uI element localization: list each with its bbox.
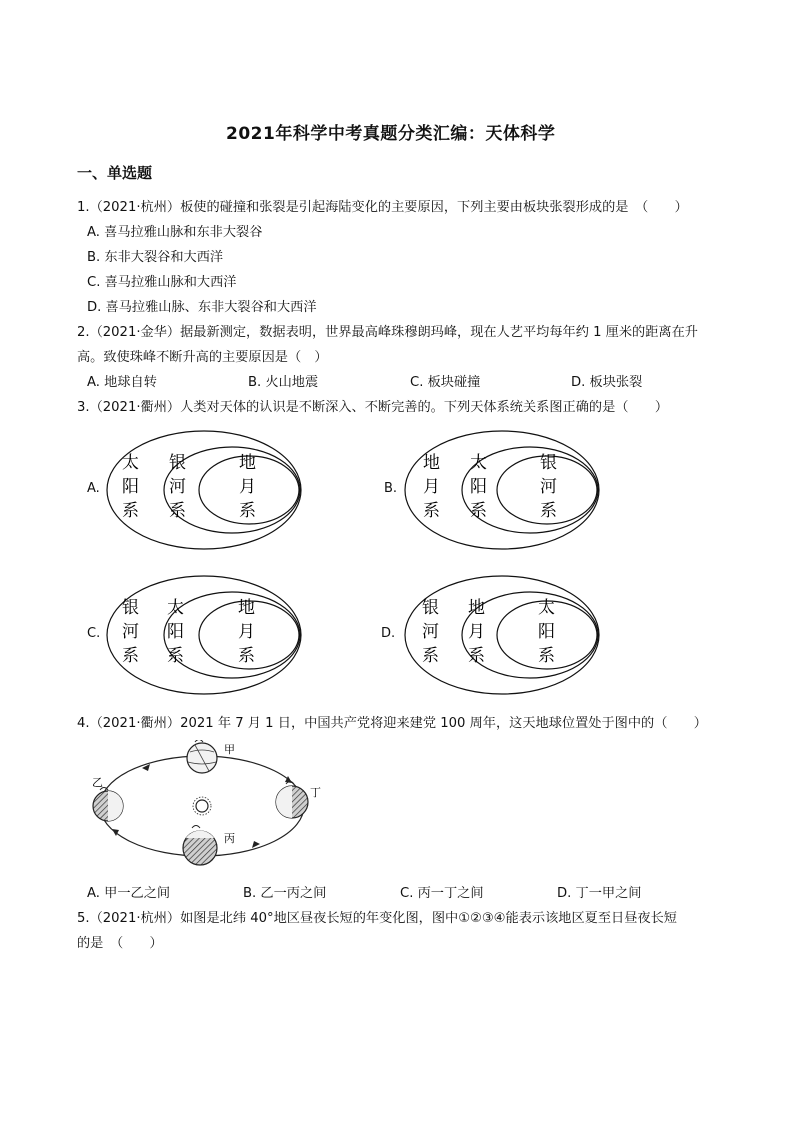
- earth-orbit-diagram: [82, 740, 332, 870]
- diagram-b-outer-char-3: 系: [423, 501, 440, 521]
- earth-right-icon: [276, 782, 308, 819]
- question-2-option-d: D. 板块张裂: [571, 375, 643, 390]
- diagram-d-outer-char-2: 河: [422, 622, 439, 642]
- question-1-option-a: A. 喜马拉雅山脉和东非大裂谷: [87, 225, 263, 240]
- diagram-a-label: A.: [87, 481, 100, 496]
- diagram-b-nested-ellipses: [402, 428, 602, 552]
- diagram-d-nested-ellipses: [402, 573, 602, 697]
- diagram-a-middle-char-3: 系: [169, 501, 186, 521]
- orbit-label-right: 丁: [310, 786, 321, 799]
- earth-bottom-icon: [183, 826, 217, 866]
- question-2-text-line2: 高。致使珠峰不断升高的主要原因是（ ）: [77, 350, 328, 365]
- diagram-c-inner-char-2: 月: [238, 622, 255, 642]
- diagram-a-nested-ellipses: [104, 428, 304, 552]
- question-2-option-a: A. 地球自转: [87, 375, 157, 390]
- question-5-text-line1: 5.（2021·杭州）如图是北纬 40°地区昼夜长短的年变化图，图中①②③④能表示该地区夏至日昼夜长短: [77, 911, 677, 926]
- question-3-text: 3.（2021·衢州）人类对天体的认识是不断深入、不断完善的。下列天体系统关系图正确的是（ ）: [77, 400, 669, 415]
- diagram-d-inner-char-3: 系: [538, 646, 555, 666]
- page-title: 2021年科学中考真题分类汇编：天体科学: [226, 124, 556, 144]
- diagram-b-middle-char-2: 阳: [470, 477, 487, 497]
- diagram-b-middle-char-3: 系: [470, 501, 487, 521]
- diagram-a-outer-char-3: 系: [122, 501, 139, 521]
- diagram-c-nested-ellipses: [104, 573, 304, 697]
- section-heading: 一、单选题: [77, 164, 153, 182]
- diagram-a-middle-char-1: 银: [169, 453, 186, 473]
- diagram-a-inner-char-1: 地: [239, 453, 256, 473]
- diagram-a-inner-char-2: 月: [239, 477, 256, 497]
- diagram-c-middle-char-3: 系: [167, 646, 184, 666]
- diagram-c-inner-char-1: 地: [238, 598, 255, 618]
- diagram-b-inner-char-3: 系: [540, 501, 557, 521]
- question-1-option-d: D. 喜马拉雅山脉、东非大裂谷和大西洋: [87, 300, 317, 315]
- diagram-c-label: C.: [87, 626, 101, 641]
- diagram-a-outer-char-2: 阳: [122, 477, 139, 497]
- diagram-d-middle-char-2: 月: [468, 622, 485, 642]
- question-2-text-line1: 2.（2021·金华）据最新测定，数据表明，世界最高峰珠穆朗玛峰，现在人艺平均每年约 1 厘米的距离在升: [77, 325, 698, 340]
- diagram-d-outer-char-1: 银: [422, 598, 439, 618]
- diagram-b-outer-char-1: 地: [423, 453, 440, 473]
- earth-top-icon: [187, 740, 217, 773]
- diagram-d-middle-char-1: 地: [468, 598, 485, 618]
- diagram-c-middle-char-1: 太: [167, 598, 184, 618]
- orbit-label-top: 甲: [224, 743, 235, 756]
- orbit-label-left: 乙: [92, 776, 103, 789]
- orbit-label-bottom: 丙: [224, 832, 235, 845]
- question-4-option-d: D. 丁一甲之间: [557, 886, 642, 901]
- question-2-option-b: B. 火山地震: [248, 375, 319, 390]
- diagram-a-middle-char-2: 河: [169, 477, 186, 497]
- diagram-c-outer-char-3: 系: [122, 646, 139, 666]
- diagram-b-outer-char-2: 月: [423, 477, 440, 497]
- diagram-c-outer-char-2: 河: [122, 622, 139, 642]
- question-2-option-c: C. 板块碰撞: [410, 375, 481, 390]
- earth-left-icon: [93, 788, 123, 822]
- diagram-c-inner-char-3: 系: [238, 646, 255, 666]
- diagram-b-label: B.: [384, 481, 398, 496]
- diagram-d-inner-char-2: 阳: [538, 622, 555, 642]
- question-5-text-line2: 的是 （ ）: [77, 936, 163, 951]
- diagram-b-middle-char-1: 太: [470, 453, 487, 473]
- question-4-option-a: A. 甲一乙之间: [87, 886, 171, 901]
- question-1-text: 1.（2021·杭州）板使的碰撞和张裂是引起海陆变化的主要原因，下列主要由板块张裂形成的是 （ ）: [77, 200, 688, 215]
- diagram-a-inner-char-3: 系: [239, 501, 256, 521]
- diagram-c-middle-char-2: 阳: [167, 622, 184, 642]
- sun-icon: [193, 797, 211, 815]
- question-1-option-c: C. 喜马拉雅山脉和大西洋: [87, 275, 237, 290]
- diagram-d-inner-char-1: 太: [538, 598, 555, 618]
- diagram-a-outer-char-1: 太: [122, 453, 139, 473]
- question-1-option-b: B. 东非大裂谷和大西洋: [87, 250, 224, 265]
- question-4-option-c: C. 丙一丁之间: [400, 886, 484, 901]
- question-4-option-b: B. 乙一丙之间: [243, 886, 327, 901]
- diagram-b-inner-char-1: 银: [540, 453, 557, 473]
- diagram-d-label: D.: [381, 626, 396, 641]
- diagram-d-middle-char-3: 系: [468, 646, 485, 666]
- question-4-text: 4.（2021·衢州）2021 年 7 月 1 日，中国共产党将迎来建党 100 周年，这天地球位置处于图中的（ ）: [77, 716, 707, 731]
- diagram-d-outer-char-3: 系: [422, 646, 439, 666]
- diagram-b-inner-char-2: 河: [540, 477, 557, 497]
- diagram-c-outer-char-1: 银: [122, 598, 139, 618]
